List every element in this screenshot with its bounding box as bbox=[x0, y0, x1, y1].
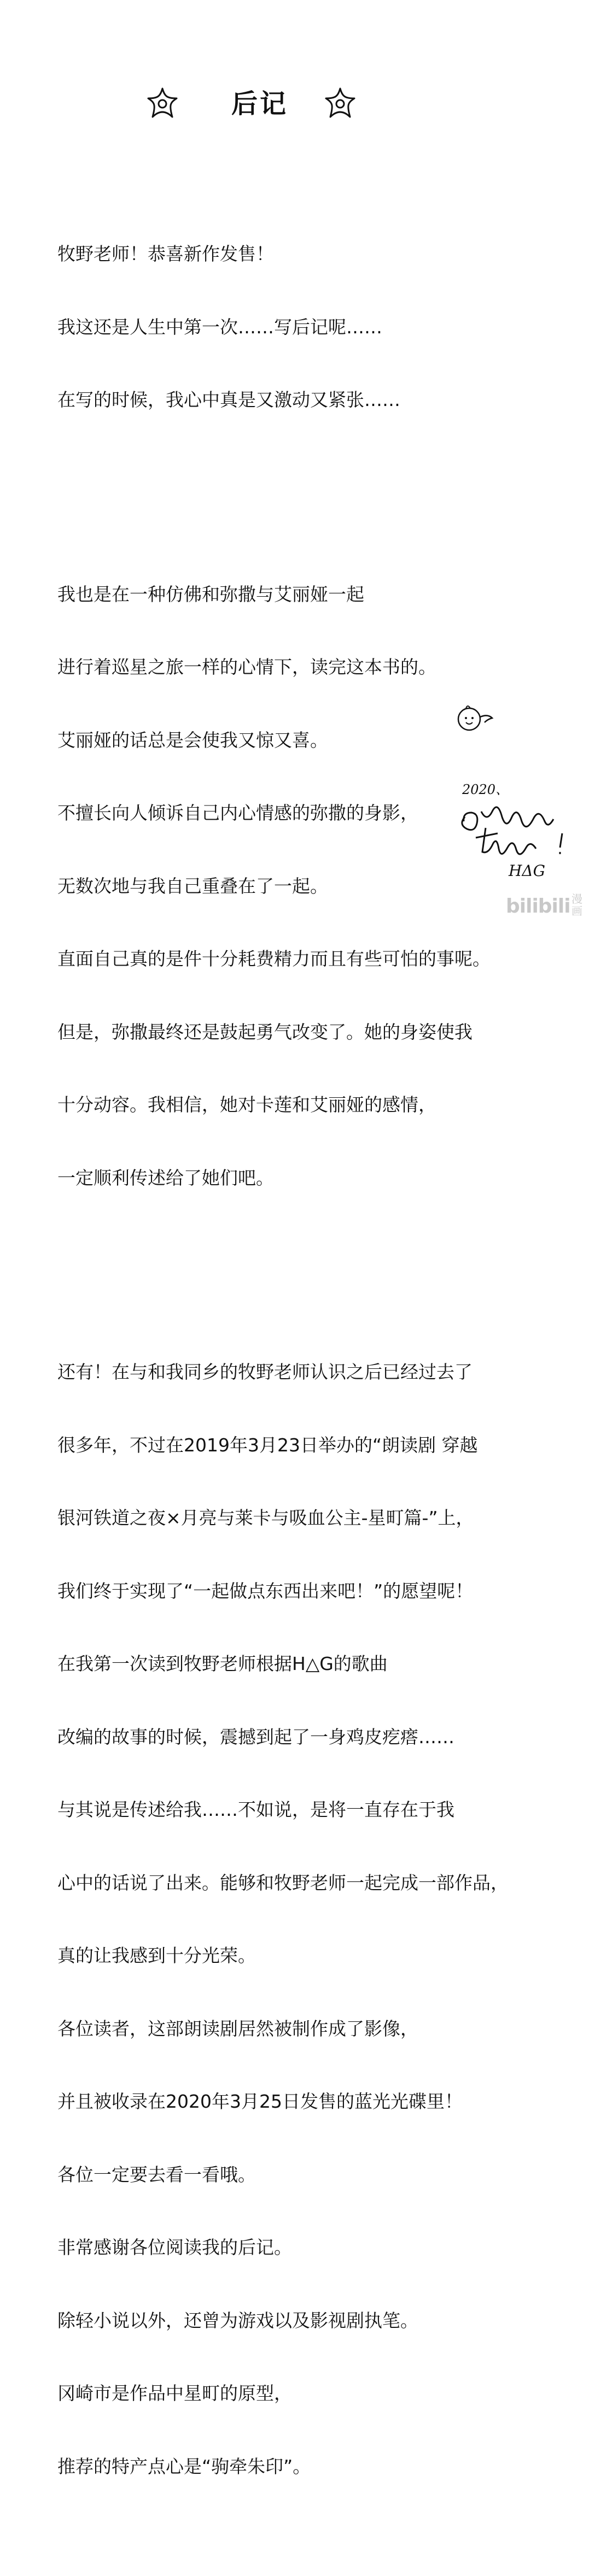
text-line: 我也是在一种仿佛和弥撒与艾丽娅一起 bbox=[57, 583, 364, 605]
text-line: 一定顺利传述给了她们吧。 bbox=[57, 1167, 274, 1189]
text-line: 我们终于实现了“一起做点东西出来吧！”的愿望呢！ bbox=[57, 1580, 474, 1602]
paragraph-2 bbox=[57, 534, 550, 1239]
afterword-body bbox=[57, 145, 550, 2576]
svg-text:HΔG: HΔG bbox=[509, 862, 546, 880]
text-line: 心中的话说了出来。能够和牧野老师一起完成一部作品， bbox=[57, 1872, 509, 1893]
text-line: 我这还是人生中第一次……写后记呢…… bbox=[57, 316, 382, 338]
text-line: 很多年，不过在2019年3月23日举办的“朗读剧 穿越 bbox=[57, 1434, 478, 1456]
text-line: 各位读者，这部朗读剧居然被制作成了影像， bbox=[57, 2018, 418, 2039]
text-line: 除轻小说以外，还曾为游戏以及影视剧执笔。 bbox=[57, 2309, 418, 2331]
text-line: 十分动容。我相信，她对卡莲和艾丽娅的感情， bbox=[57, 1094, 436, 1115]
text-line: 直面自己真的是件十分耗费精力而且有些可怕的事呢。 bbox=[57, 948, 491, 969]
text-line: 银河铁道之夜×月亮与莱卡与吸血公主-星町篇-”上， bbox=[57, 1507, 474, 1528]
signature-year: 2020、 bbox=[462, 782, 509, 797]
watermark-side-text: 漫画 bbox=[571, 892, 582, 918]
afterword-header bbox=[0, 82, 595, 126]
page-title: 后记 bbox=[231, 89, 288, 119]
paragraph-3 bbox=[57, 1311, 550, 2527]
text-line: 牧野老师！恭喜新作发售！ bbox=[57, 243, 274, 264]
flower-star-icon bbox=[145, 86, 180, 121]
text-line: 各位一定要去看一看哦。 bbox=[57, 2163, 256, 2185]
text-line: 冈崎市是作品中星町的原型， bbox=[57, 2383, 292, 2404]
text-line: 还有！在与和我同乡的牧野老师认识之后已经过去了 bbox=[57, 1361, 472, 1383]
text-line: 非常感谢各位阅读我的后记。 bbox=[57, 2237, 292, 2258]
watermark-text: bilibili bbox=[506, 895, 570, 918]
text-line: 推荐的特产点心是“驹牵朱印”。 bbox=[57, 2455, 311, 2477]
flower-star-icon bbox=[323, 86, 358, 121]
text-line: 不擅长向人倾诉自己内心情感的弥撒的身影， bbox=[57, 802, 418, 824]
text-line: 真的让我感到十分光荣。 bbox=[57, 1945, 256, 1966]
text-line: 艾丽娅的话总是会使我又惊又喜。 bbox=[57, 729, 328, 751]
bilibili-watermark bbox=[506, 891, 588, 924]
text-line: 改编的故事的时候，震撼到起了一身鸡皮疙瘩…… bbox=[57, 1726, 454, 1748]
text-line: 但是，弥撒最终还是鼓起勇气改变了。她的身姿使我 bbox=[57, 1021, 472, 1043]
smiley-doodle-icon bbox=[450, 701, 500, 733]
text-line: 在我第一次读到牧野老师根据H△G的歌曲 bbox=[57, 1653, 388, 1674]
paragraph-1 bbox=[57, 193, 550, 461]
handwritten-signature bbox=[454, 795, 574, 880]
text-line: 在写的时候，我心中真是又激动又紧张…… bbox=[57, 389, 400, 410]
text-line: 进行着巡星之旅一样的心情下，读完这本书的。 bbox=[57, 656, 436, 678]
text-line: 并且被收录在2020年3月25日发售的蓝光光碟里！ bbox=[57, 2091, 463, 2112]
text-line: 无数次地与我自己重叠在了一起。 bbox=[57, 875, 328, 897]
text-line: 与其说是传述给我……不如说，是将一直存在于我 bbox=[57, 1799, 454, 1820]
